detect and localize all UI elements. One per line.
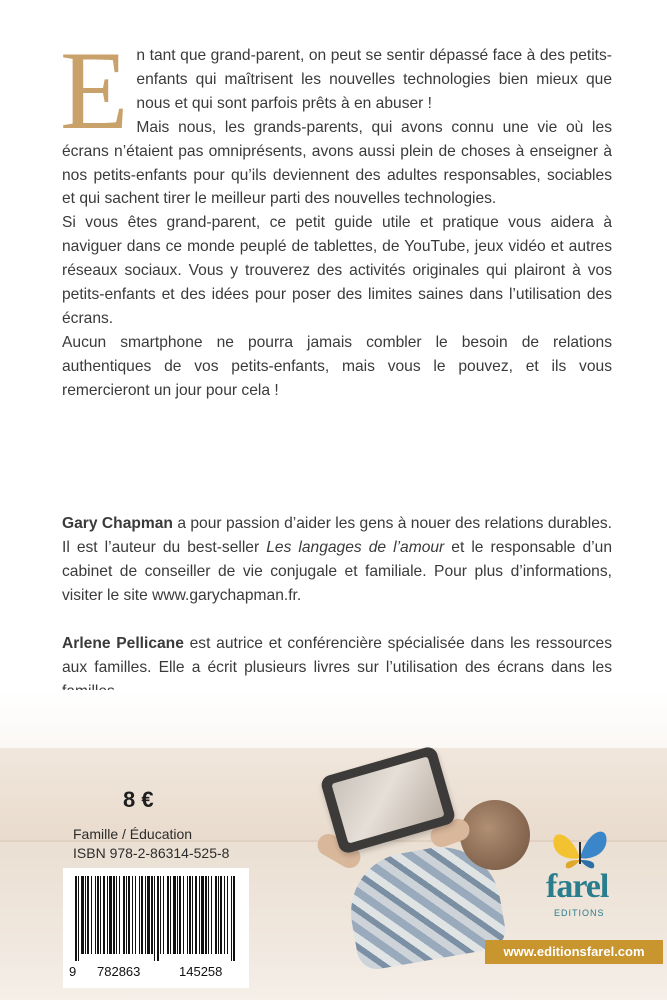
publisher-website: www.editionsfarel.com — [485, 940, 663, 964]
publisher-wordmark: farel — [546, 868, 609, 905]
author-name: Gary Chapman — [62, 515, 173, 532]
farel-logo — [540, 820, 620, 938]
barcode-bars — [73, 876, 239, 961]
barcode-digit-group: 9 — [69, 964, 77, 979]
drop-cap: E — [60, 29, 129, 153]
butterfly-icon — [540, 820, 620, 875]
author-name: Arlene Pellicane — [62, 635, 184, 652]
blurb-paragraph-1 — [60, 29, 612, 153]
back-cover-blurb — [60, 29, 612, 403]
blurb-paragraph-4: Aucun smartphone ne pourra jamais combler le besoin de relations authentiques de vos petits-enfants, mais vous le pouvez, et ils vous remercieront un jour pour cela ! — [62, 333, 612, 399]
category-label: Famille / Éducation — [73, 826, 193, 842]
author-bio-gary-chapman — [62, 512, 612, 608]
barcode — [63, 868, 249, 988]
barcode-digit-group: 145258 — [179, 964, 223, 979]
blurb-paragraph-3: Si vous êtes grand-parent, ce petit guide utile et pratique vous aidera à naviguer dans ce monde peuplé de tablettes, de YouTube, jeux vidéo et autres réseaux sociaux. Vous y trouverez des activités originales qui plairont à vos petits-enfants et des idées pour poser des limites saines dans l’utilisation des écrans. — [62, 214, 612, 327]
barcode-digit-group: 782863 — [97, 964, 141, 979]
book-title: Les langages de l’amour — [266, 538, 445, 556]
blurb-paragraph-1-text: n tant que grand-parent, on peut se sentir dépassé face à des petits-enfants qui maîtrisent les nouvelles technologies bien mieux que nous et qui sont parfois prêts à en abuser ! — [136, 47, 612, 112]
tablet-screen — [331, 756, 444, 843]
child-head — [460, 800, 530, 870]
bio-text: est autrice et conférencière spécialisée dans les ressources aux familles. Elle a écrit plusieurs livres sur l’utilisation des écrans dans les — [62, 635, 612, 676]
bio-text: et le responsable d’un cabinet de conseiller de vie conjugale et familiale. Pour plus d’informations, visiter le site www.garychapman.fr. — [62, 538, 612, 604]
price: 8 € — [123, 787, 154, 812]
publisher-subtitle: EDITIONS — [554, 908, 605, 918]
bio-text: a pour passion d’aider les gens à nouer des relations durables. Il est l’auteur du best-seller — [62, 515, 612, 556]
isbn-label: ISBN 978-2-86314-525-8 — [73, 845, 230, 861]
blurb-paragraph-2: Mais nous, les grands-parents, qui avons connu une vie où les écrans n’étaient pas omniprésents, avons aussi plein de choses à enseigner à nos petits-enfants pour qu’ils deviennent des adultes responsables, sociables et qui sachent tirer le meilleur parti des nouvelles technologies. — [62, 118, 612, 208]
